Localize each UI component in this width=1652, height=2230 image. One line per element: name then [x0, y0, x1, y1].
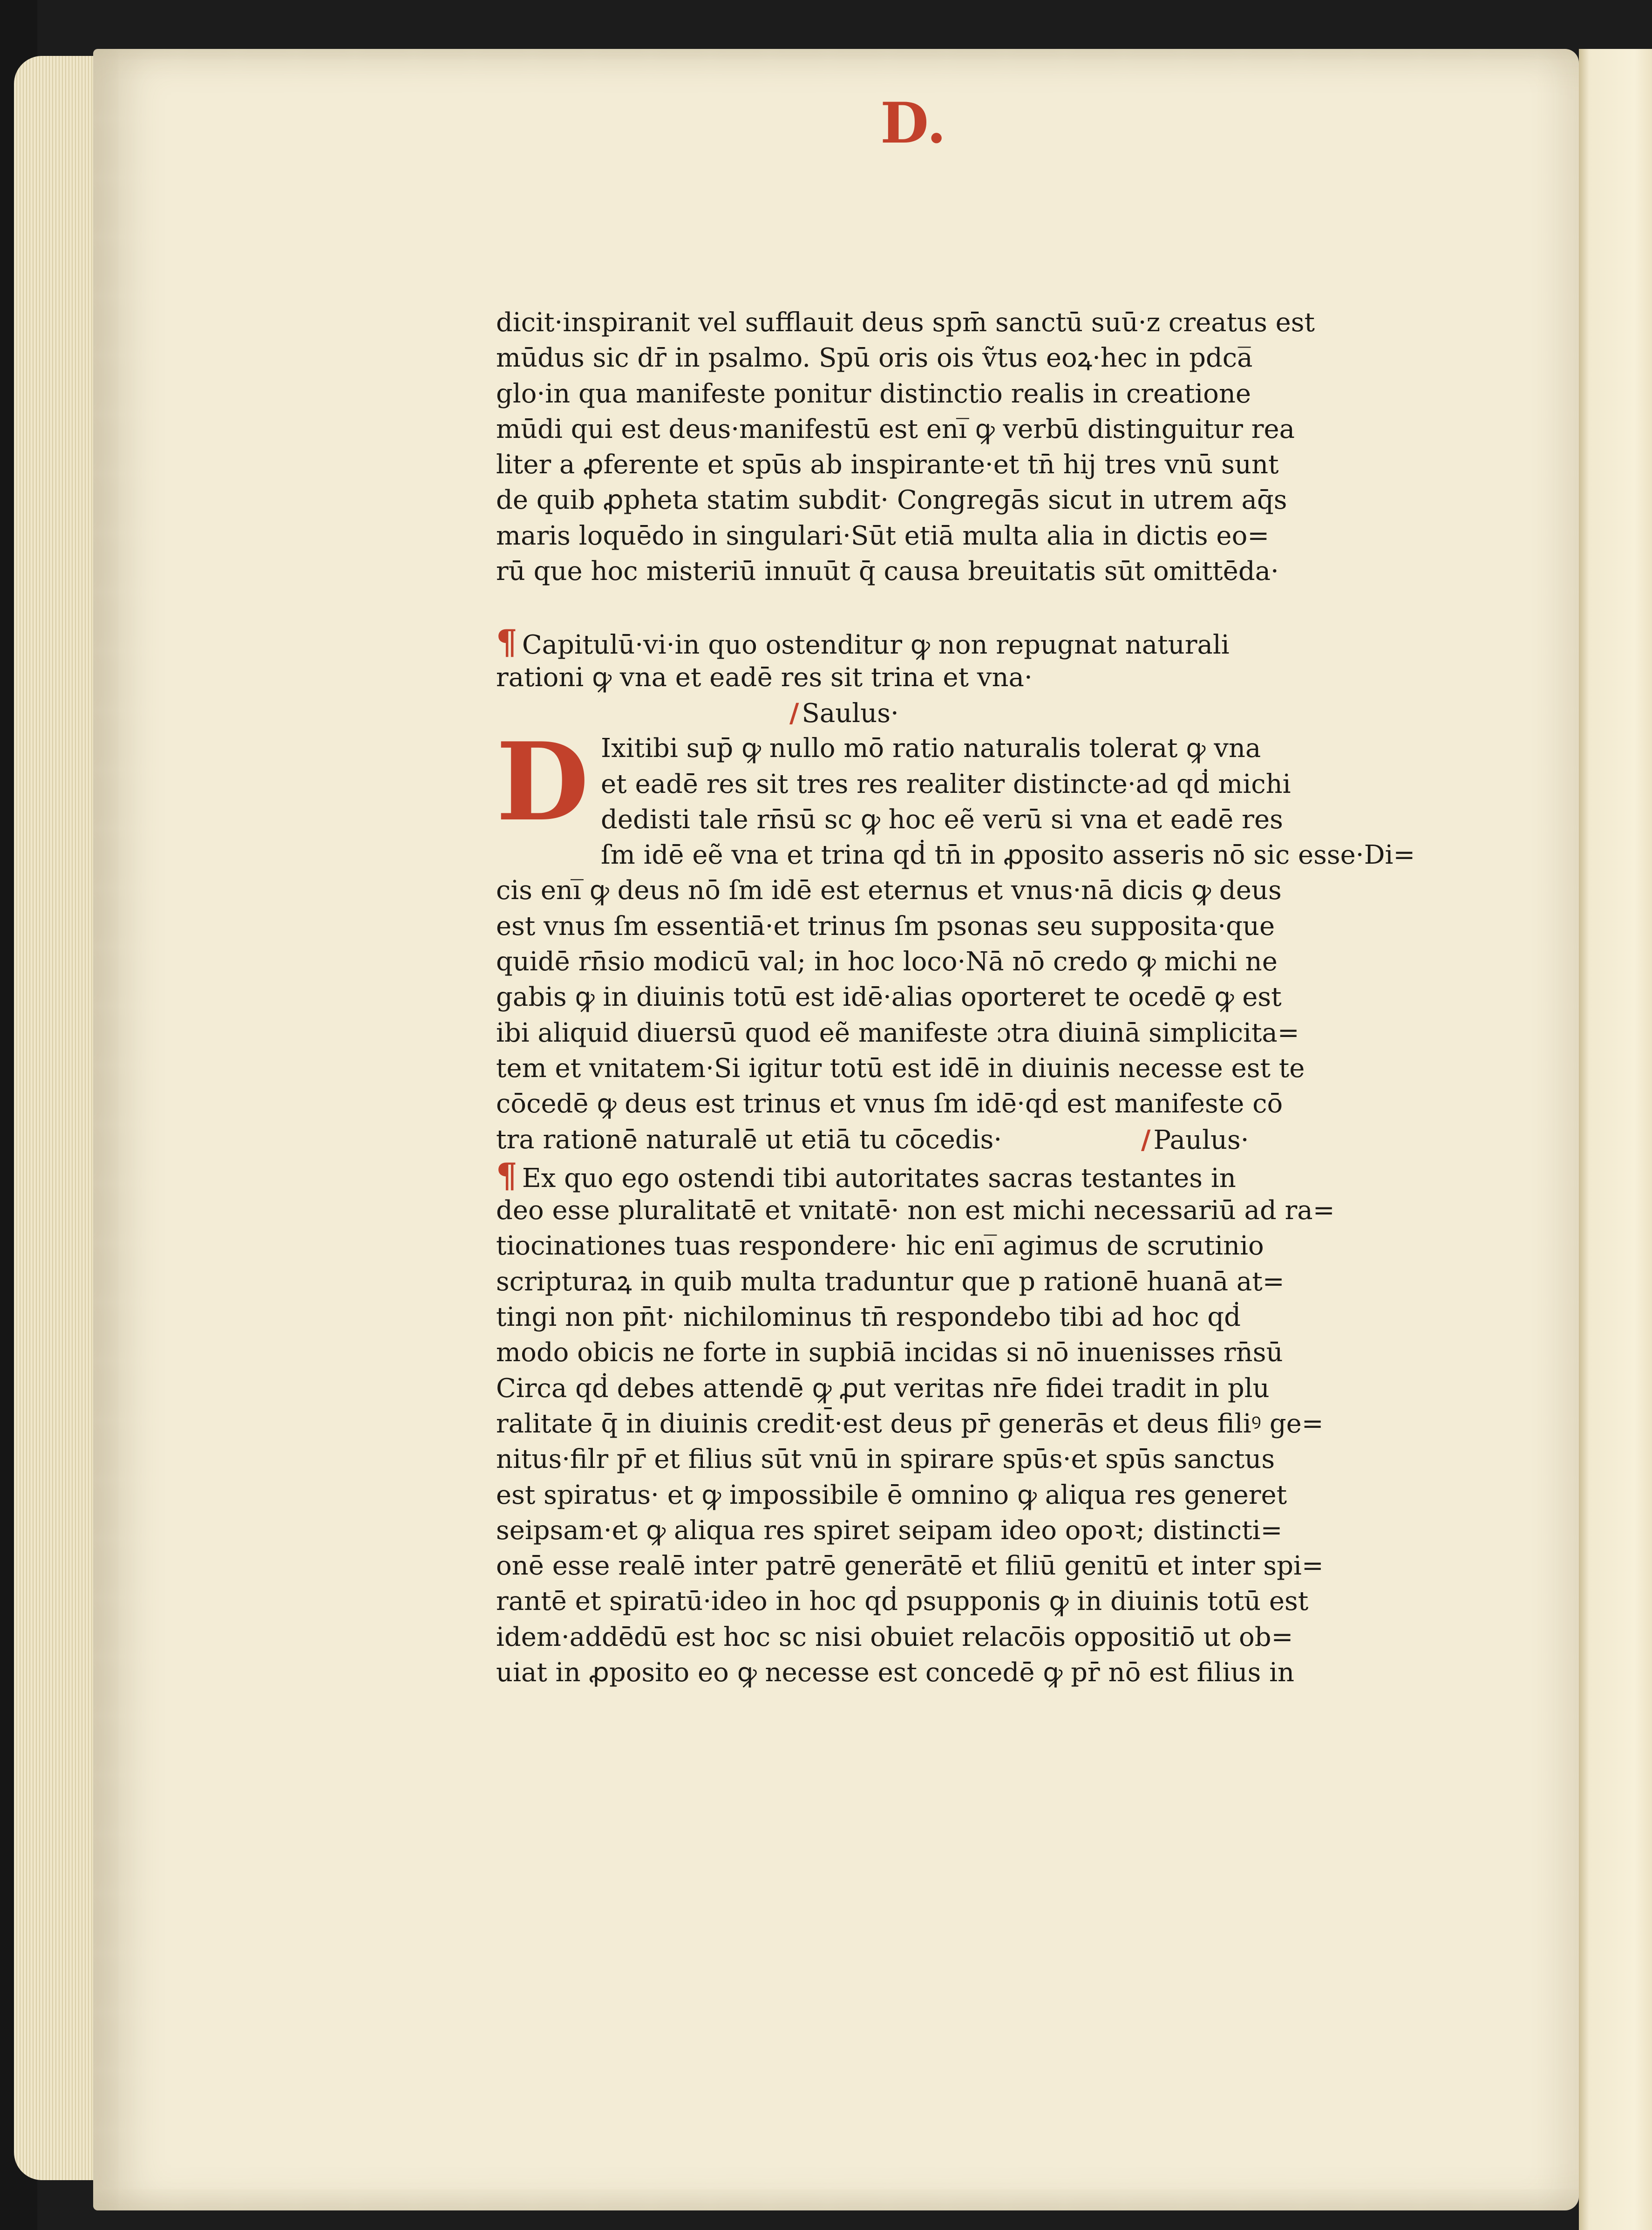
- text-line: ibi aliquid diuersū quod eẽ manifeste ɔtra diuinā simplicita=: [496, 1017, 1299, 1048]
- page-edges-right: [1579, 49, 1652, 2230]
- text-line: cis eni̅ ꝙ deus nō ſm idē est eternus et vnus·nā dicis ꝙ deus: [496, 875, 1282, 906]
- text-line: et eadē res sit tres res realiter distincte·ad qḋ michi: [601, 769, 1291, 799]
- text-line: [496, 341, 1369, 376]
- pilcrow-icon: ¶: [496, 1155, 517, 1195]
- text-block: [496, 305, 1415, 1691]
- text-line: Circa qḋ debes attendē ꝙ ꝓut veritas nr̄e fidei tradit in plu: [496, 1373, 1270, 1404]
- initial-letter: D: [496, 719, 589, 846]
- text-line: Ixitibi sup̄ ꝙ nullo mō ratio naturalis tolerat ꝙ vna: [601, 733, 1261, 764]
- text-line: rū que hoc misteriū innuūt q̄ causa breuitatis sūt omittēda·: [496, 556, 1279, 587]
- text-line: est vnus ſm essentiā·et trinus ſm psonas seu supposita·que: [496, 911, 1275, 941]
- text-line: seipsam·et ꝙ aliqua res spiret seipam ideo opoꝛt; distincti=: [496, 1515, 1283, 1546]
- text-line: nitus·filr pr̄ et filius sūt vnū in spirare spūs·et spūs sanctus: [496, 1444, 1275, 1475]
- chapter-heading-line: [496, 624, 1369, 660]
- text-line: rantē et spiratū·ideo in hoc qḋ psupponis ꝙ in diuinis totū est: [496, 1586, 1309, 1617]
- spacer: [496, 589, 1369, 624]
- text-line: mūdi qui est deus·manifestū est eni̅ ꝙ verbū distinguitur rea: [496, 414, 1295, 444]
- text-line: tem et vnitatem·Si igitur totū est idē in diuinis necesse est te: [496, 1053, 1305, 1084]
- text-line: deo esse pluralitatē et vnitatē· non est michi necessariū ad ra=: [496, 1195, 1335, 1226]
- text-line: idem·addēdū est hoc sc nisi obuiet relacōis oppositiō ut ob=: [496, 1622, 1293, 1652]
- text-line: est spiratus· et ꝙ impossibile ē omnino ꝙ aliqua res generet: [496, 1480, 1287, 1510]
- text-line: scripturaꝝ in quib multa traduntur que p rationē huanā at=: [496, 1266, 1285, 1297]
- text-line: onē esse realē inter patrē generātē et filiū genitū et inter spi=: [496, 1551, 1324, 1582]
- speaker-name: [1141, 1122, 1249, 1158]
- text-line: tingi non pn̄t· nichilominus tn̄ respondebo tibi ad hoc qḋ: [496, 1302, 1241, 1333]
- text-line: uiat in ꝓposito eo ꝙ necesse est concedē ꝙ pr̄ nō est filius in: [496, 1657, 1295, 1688]
- chapter-heading-text: Capitulū·vi·in quo ostenditur ꝙ non repugnat naturali: [522, 630, 1230, 661]
- speaker-name: Saulus·: [802, 698, 899, 729]
- text-line: modo obicis ne forte in supbiā incidas si nō inuenisses rn̄sū: [496, 1337, 1283, 1368]
- text-line: ralitate q̄ in diuinis credit̄·est deus pr̄ generās et deus filiꝰ ge=: [496, 1408, 1324, 1439]
- text-span: mūdus sic dr̄ in psalmo.: [496, 343, 811, 374]
- text-line: gabis ꝙ in diuinis totū est idē·alias oporteret te ocedē ꝙ est: [496, 982, 1282, 1013]
- speaker-line: [496, 696, 1369, 731]
- text-line: tiocinationes tuas respondere· hic eni̅ agimus de scrutinio: [496, 1231, 1264, 1262]
- text-line: glo·in qua manifeste ponitur distinctio realis in creatione: [496, 378, 1251, 409]
- text-line: cōcedē ꝙ deus est trinus et vnus ſm idē·qḋ est manifeste cō: [496, 1089, 1283, 1119]
- speaker-text: Paulus·: [1153, 1125, 1249, 1155]
- pilcrow-icon: ¶: [496, 622, 517, 662]
- text-line: [496, 1155, 1369, 1195]
- text-line: ſm idē eẽ vna et trina qḋ tn̄ in ꝓposito asseris nō sic esse·Di=: [601, 840, 1415, 871]
- text-line: dedisti tale rn̄sū sc ꝙ hoc eẽ verū si vna et eadē res: [601, 804, 1283, 835]
- text-line: liter a ꝓferente et spūs ab inspirante·et tn̄ hij tres vnū sunt: [496, 450, 1279, 480]
- text-line: de quib ꝓpheta statim subdit· Congregās sicut in utrem aq̄s: [496, 485, 1287, 516]
- text-span: tra rationē naturalē ut etiā tu cōcedis·: [496, 1124, 1002, 1155]
- text-line: dicit·inspiranit vel sufflauit deus spm̄ sanctū suū·z creatus est: [496, 307, 1315, 338]
- rubric-mark-icon: /: [1141, 1124, 1151, 1155]
- chapter-heading-line: rationi ꝙ vna et eadē res sit trina et vna·: [496, 662, 1033, 693]
- rubric-mark-icon: /: [789, 697, 799, 729]
- text-line: [496, 1122, 1369, 1158]
- text-span: Ex quo ego ostendi tibi autoritates sacras testantes in: [522, 1163, 1236, 1193]
- text-line: quidē rn̄sio modicū val; in hoc loco·Nā nō credo ꝙ michi ne: [496, 947, 1278, 977]
- text-line: maris loquēdo in singulari·Sūt etiā multa alia in dictis eo=: [496, 520, 1270, 551]
- folio-mark: D.: [880, 90, 946, 156]
- text-span: Spū oris ois ṽtus eoꝝ·hec in pdca̅: [818, 343, 1253, 374]
